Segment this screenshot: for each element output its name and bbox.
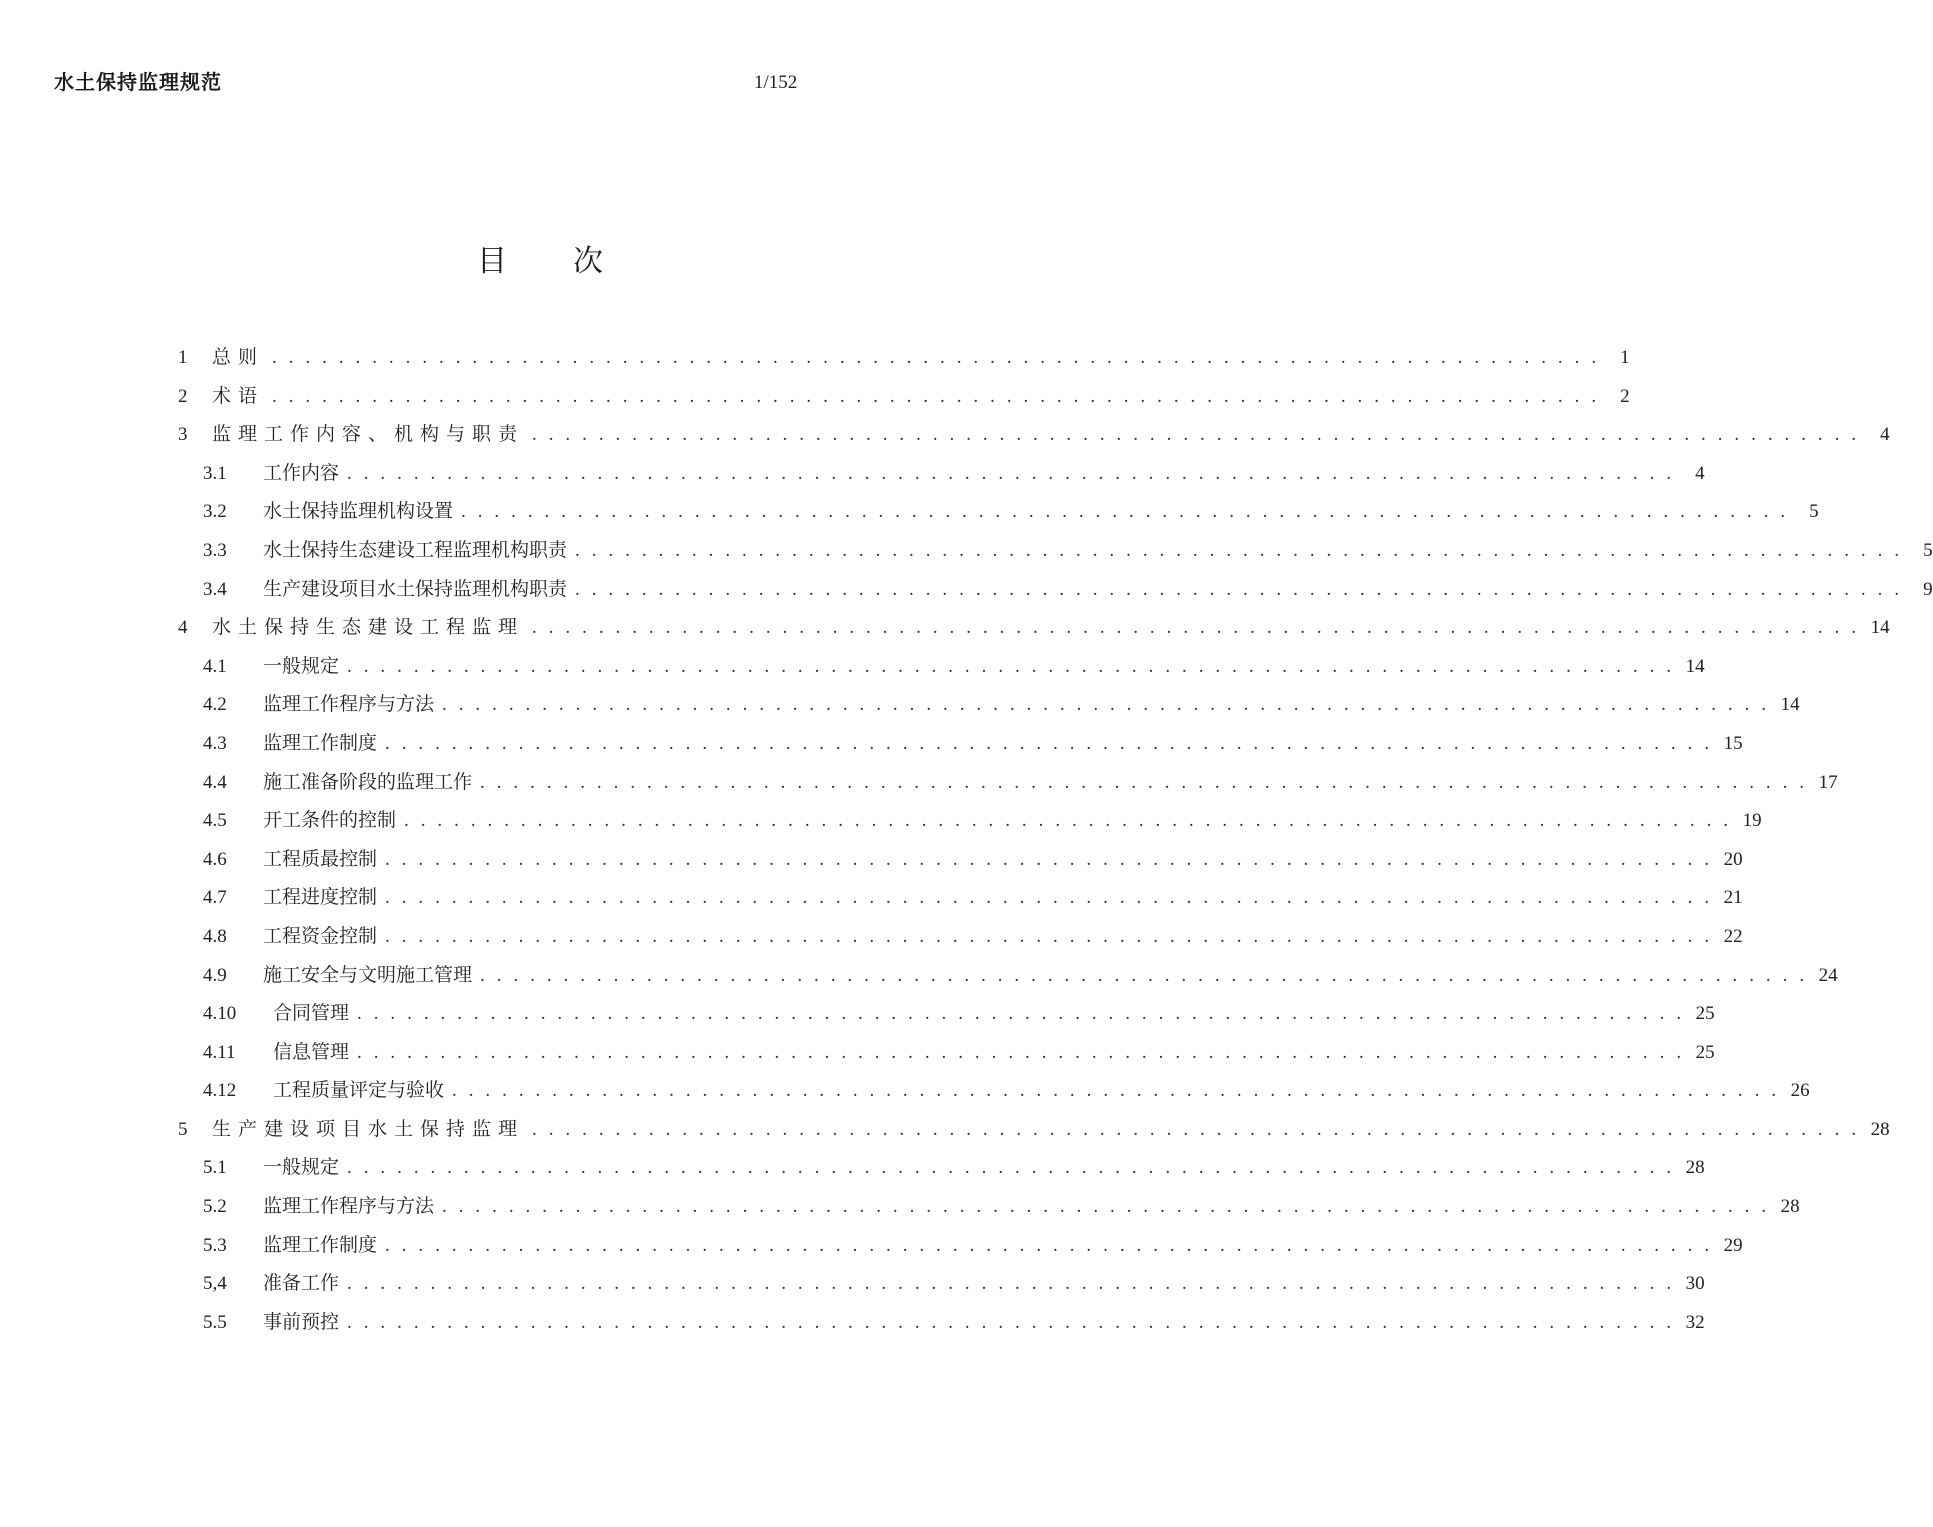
toc-page-number: 28 (1780, 1196, 1800, 1218)
toc-section[interactable] (178, 1264, 1705, 1303)
toc-page-number: 30 (1685, 1273, 1705, 1295)
toc-number: 1 (178, 347, 188, 368)
table-of-contents (178, 338, 1933, 1341)
toc-section[interactable] (178, 1187, 1800, 1226)
toc-section[interactable] (178, 1071, 1810, 1110)
toc-leader-dots: . . . . . . . . . . . . . . . . . . . . . . . . . . . . . . . . . . . . . . . . . . . . . . . . . . . . . . . . . . . . . . . . . . . . . . . . . . . . . . . . (357, 1041, 1685, 1063)
toc-page-number: 9 (1923, 578, 1933, 600)
toc-page-number: 24 (1818, 964, 1838, 986)
toc-title: 合同管理 (273, 1002, 350, 1025)
toc-title: 监理工作程序与方法 (263, 693, 435, 716)
toc-number: 3.3 (203, 539, 227, 561)
page-header (54, 66, 814, 100)
toc-title: 监理工作程序与方法 (263, 1195, 435, 1218)
toc-page-number: 14 (1685, 655, 1705, 677)
toc-leader-dots: . . . . . . . . . . . . . . . . . . . . . . . . . . . . . . . . . . . . . . . . . . . . . . . . . . . . . . . . . . . . . . . . . . . . . . . . . . . . . . . . (442, 1196, 1770, 1218)
toc-title: 施工安全与文明施工管理 (263, 963, 473, 986)
toc-number: 2 (178, 385, 188, 407)
toc-leader-dots: . . . . . . . . . . . . . . . . . . . . . . . . . . . . . . . . . . . . . . . . . . . . . . . . . . . . . . . . . . . . . . . . . . . . . . . . . . . . . . . . (575, 578, 1903, 600)
toc-page-number: 5 (1923, 539, 1933, 561)
toc-title: 生产建设项目水土保持监理机构职责 (263, 577, 568, 600)
toc-number: 5 (178, 1118, 188, 1140)
toc-title: 水土保持生态建设工程监理 (212, 616, 525, 639)
toc-title: 开工条件的控制 (263, 809, 397, 832)
toc-number: 3.1 (203, 462, 227, 484)
toc-section[interactable] (178, 840, 1743, 879)
toc-title: 术语 (212, 384, 265, 407)
toc-page-number: 4 (1880, 424, 1890, 446)
toc-chapter[interactable] (178, 415, 1890, 454)
toc-page-number: 25 (1695, 1041, 1715, 1063)
toc-section[interactable] (178, 1303, 1705, 1342)
toc-section[interactable] (178, 878, 1743, 917)
toc-number: 4.3 (203, 732, 227, 754)
toc-leader-dots: . . . . . . . . . . . . . . . . . . . . . . . . . . . . . . . . . . . . . . . . . . . . . . . . . . . . . . . . . . . . . . . . . . . . . . . . . . . . . . . . (461, 501, 1789, 523)
toc-section[interactable] (178, 1226, 1743, 1265)
toc-page-number: 14 (1780, 694, 1800, 716)
toc-number: 4.2 (203, 694, 227, 716)
toc-number: 4 (178, 617, 188, 639)
toc-page-number: 25 (1695, 1003, 1715, 1025)
toc-title: 工作内容 (263, 461, 340, 484)
toc-leader-dots: . . . . . . . . . . . . . . . . . . . . . . . . . . . . . . . . . . . . . . . . . . . . . . . . . . . . . . . . . . . . . . . . . . . . . . . . . . . . . . . . (442, 694, 1770, 716)
toc-section[interactable] (178, 956, 1838, 995)
toc-page-number: 5 (1809, 501, 1819, 523)
toc-leader-dots: . . . . . . . . . . . . . . . . . . . . . . . . . . . . . . . . . . . . . . . . . . . . . . . . . . . . . . . . . . . . . . . . . . . . . . . . . . . . . . . . (532, 424, 1860, 446)
toc-leader-dots: . . . . . . . . . . . . . . . . . . . . . . . . . . . . . . . . . . . . . . . . . . . . . . . . . . . . . . . . . . . . . . . . . . . . . . . . . . . . . . . . (385, 732, 1713, 754)
toc-title: 监理工作内容、机构与职责 (212, 423, 525, 446)
toc-number: 3.2 (203, 501, 227, 523)
toc-section[interactable] (178, 763, 1838, 802)
toc-leader-dots: . . . . . . . . . . . . . . . . . . . . . . . . . . . . . . . . . . . . . . . . . . . . . . . . . . . . . . . . . . . . . . . . . . . . . . . . . . . . . . . . (385, 848, 1713, 870)
toc-page-number: 26 (1790, 1080, 1810, 1102)
toc-title: 一般规定 (263, 1156, 340, 1179)
toc-title: 工程资金控制 (263, 924, 378, 947)
toc-heading: 目次 (477, 244, 669, 279)
toc-title: 工程质量评定与验收 (273, 1079, 445, 1102)
toc-page-number: 22 (1723, 925, 1743, 947)
toc-leader-dots: . . . . . . . . . . . . . . . . . . . . . . . . . . . . . . . . . . . . . . . . . . . . . . . . . . . . . . . . . . . . . . . . . . . . . . . . . . . . . . . . (532, 1118, 1860, 1140)
toc-number: 4.6 (203, 848, 227, 870)
toc-page-number: 17 (1818, 771, 1838, 793)
toc-page-number: 15 (1723, 732, 1743, 754)
toc-section[interactable] (178, 917, 1743, 956)
toc-section[interactable] (178, 531, 1933, 570)
toc-leader-dots: . . . . . . . . . . . . . . . . . . . . . . . . . . . . . . . . . . . . . . . . . . . . . . . . . . . . . . . . . . . . . . . . . . . . . . . . . . . . . . . . (480, 964, 1808, 986)
toc-page-number: 29 (1723, 1234, 1743, 1256)
toc-section[interactable] (178, 454, 1705, 493)
toc-number: 4.4 (203, 771, 227, 793)
toc-page-number: 20 (1723, 848, 1743, 870)
page-counter: 1/152 (754, 72, 798, 93)
toc-leader-dots: . . . . . . . . . . . . . . . . . . . . . . . . . . . . . . . . . . . . . . . . . . . . . . . . . . . . . . . . . . . . . . . . . . . . . . . . . . . . . . . . (532, 617, 1860, 639)
toc-page-number: 2 (1620, 385, 1630, 407)
toc-number: 4.12 (203, 1080, 237, 1102)
toc-title: 总则 (212, 346, 265, 368)
toc-chapter[interactable] (178, 377, 1630, 416)
toc-page-number: 14 (1870, 617, 1890, 639)
toc-number: 3 (178, 424, 188, 446)
toc-number: 4.10 (203, 1003, 237, 1025)
toc-section[interactable] (178, 647, 1705, 686)
toc-leader-dots: . . . . . . . . . . . . . . . . . . . . . . . . . . . . . . . . . . . . . . . . . . . . . . . . . . . . . . . . . . . . . . . . . . . . . . . . . . . . . . . . (385, 887, 1713, 909)
toc-leader-dots: . . . . . . . . . . . . . . . . . . . . . . . . . . . . . . . . . . . . . . . . . . . . . . . . . . . . . . . . . . . . . . . . . . . . . . . . . . . . . . . . (347, 462, 1675, 484)
toc-title: 监理工作制度 (263, 731, 378, 754)
toc-title: 水土保持生态建设工程监理机构职责 (263, 538, 568, 561)
toc-section[interactable] (178, 1148, 1705, 1187)
toc-page-number: 28 (1685, 1157, 1705, 1179)
toc-number: 5,4 (203, 1273, 227, 1295)
toc-page-number: 19 (1742, 810, 1762, 832)
toc-number: 4.11 (203, 1041, 236, 1063)
toc-title: 生产建设项目水土保持监理 (212, 1117, 525, 1140)
toc-title: 施工准备阶段的监理工作 (263, 770, 473, 793)
toc-chapter[interactable] (178, 338, 1630, 377)
document-title: 水土保持监理规范 (54, 70, 222, 94)
toc-page-number: 4 (1695, 462, 1705, 484)
toc-title: 监理工作制度 (263, 1233, 378, 1256)
toc-title: 事前预控 (263, 1310, 340, 1333)
toc-title: 信息管理 (273, 1040, 350, 1063)
toc-number: 4.9 (203, 964, 227, 986)
toc-leader-dots: . . . . . . . . . . . . . . . . . . . . . . . . . . . . . . . . . . . . . . . . . . . . . . . . . . . . . . . . . . . . . . . . . . . . . . . . . . . . . . . . (272, 385, 1600, 407)
toc-leader-dots: . . . . . . . . . . . . . . . . . . . . . . . . . . . . . . . . . . . . . . . . . . . . . . . . . . . . . . . . . . . . . . . . . . . . . . . . . . . . . . . . (272, 347, 1600, 368)
toc-chapter[interactable] (178, 608, 1890, 647)
toc-section[interactable] (178, 801, 1762, 840)
toc-leader-dots: . . . . . . . . . . . . . . . . . . . . . . . . . . . . . . . . . . . . . . . . . . . . . . . . . . . . . . . . . . . . . . . . . . . . . . . . . . . . . . . . (480, 771, 1808, 793)
toc-section[interactable] (178, 1033, 1715, 1072)
toc-number: 5.1 (203, 1157, 227, 1179)
toc-title: 一般规定 (263, 654, 340, 677)
toc-leader-dots: . . . . . . . . . . . . . . . . . . . . . . . . . . . . . . . . . . . . . . . . . . . . . . . . . . . . . . . . . . . . . . . . . . . . . . . . . . . . . . . . (385, 1234, 1713, 1256)
toc-number: 5.3 (203, 1234, 227, 1256)
toc-leader-dots: . . . . . . . . . . . . . . . . . . . . . . . . . . . . . . . . . . . . . . . . . . . . . . . . . . . . . . . . . . . . . . . . . . . . . . . . . . . . . . . . (452, 1080, 1780, 1102)
toc-number: 5.2 (203, 1196, 227, 1218)
toc-page-number: 1 (1620, 347, 1630, 368)
toc-leader-dots: . . . . . . . . . . . . . . . . . . . . . . . . . . . . . . . . . . . . . . . . . . . . . . . . . . . . . . . . . . . . . . . . . . . . . . . . . . . . . . . . (404, 810, 1732, 832)
toc-title: 水土保持监理机构设置 (263, 500, 454, 523)
toc-number: 3.4 (203, 578, 227, 600)
toc-number: 4.1 (203, 655, 227, 677)
toc-number: 5.5 (203, 1311, 227, 1333)
toc-leader-dots: . . . . . . . . . . . . . . . . . . . . . . . . . . . . . . . . . . . . . . . . . . . . . . . . . . . . . . . . . . . . . . . . . . . . . . . . . . . . . . . . (347, 1311, 1675, 1333)
toc-number: 4.5 (203, 810, 227, 832)
toc-page-number: 32 (1685, 1311, 1705, 1333)
toc-number: 4.7 (203, 887, 227, 909)
toc-section[interactable] (178, 724, 1743, 763)
toc-leader-dots: . . . . . . . . . . . . . . . . . . . . . . . . . . . . . . . . . . . . . . . . . . . . . . . . . . . . . . . . . . . . . . . . . . . . . . . . . . . . . . . . (357, 1003, 1685, 1025)
toc-leader-dots: . . . . . . . . . . . . . . . . . . . . . . . . . . . . . . . . . . . . . . . . . . . . . . . . . . . . . . . . . . . . . . . . . . . . . . . . . . . . . . . . (347, 1157, 1675, 1179)
toc-leader-dots: . . . . . . . . . . . . . . . . . . . . . . . . . . . . . . . . . . . . . . . . . . . . . . . . . . . . . . . . . . . . . . . . . . . . . . . . . . . . . . . . (347, 655, 1675, 677)
toc-title: 准备工作 (263, 1272, 340, 1295)
toc-page-number: 28 (1870, 1118, 1890, 1140)
toc-page-number: 21 (1723, 887, 1743, 909)
toc-section[interactable] (178, 570, 1933, 609)
toc-title: 工程进度控制 (263, 886, 378, 909)
toc-leader-dots: . . . . . . . . . . . . . . . . . . . . . . . . . . . . . . . . . . . . . . . . . . . . . . . . . . . . . . . . . . . . . . . . . . . . . . . . . . . . . . . . (347, 1273, 1675, 1295)
toc-chapter[interactable] (178, 1110, 1890, 1149)
toc-section[interactable] (178, 994, 1715, 1033)
toc-leader-dots: . . . . . . . . . . . . . . . . . . . . . . . . . . . . . . . . . . . . . . . . . . . . . . . . . . . . . . . . . . . . . . . . . . . . . . . . . . . . . . . . (575, 539, 1903, 561)
toc-leader-dots: . . . . . . . . . . . . . . . . . . . . . . . . . . . . . . . . . . . . . . . . . . . . . . . . . . . . . . . . . . . . . . . . . . . . . . . . . . . . . . . . (385, 925, 1713, 947)
toc-title: 工程质最控制 (263, 847, 378, 870)
toc-section[interactable] (178, 492, 1819, 531)
toc-section[interactable] (178, 685, 1800, 724)
toc-number: 4.8 (203, 925, 227, 947)
